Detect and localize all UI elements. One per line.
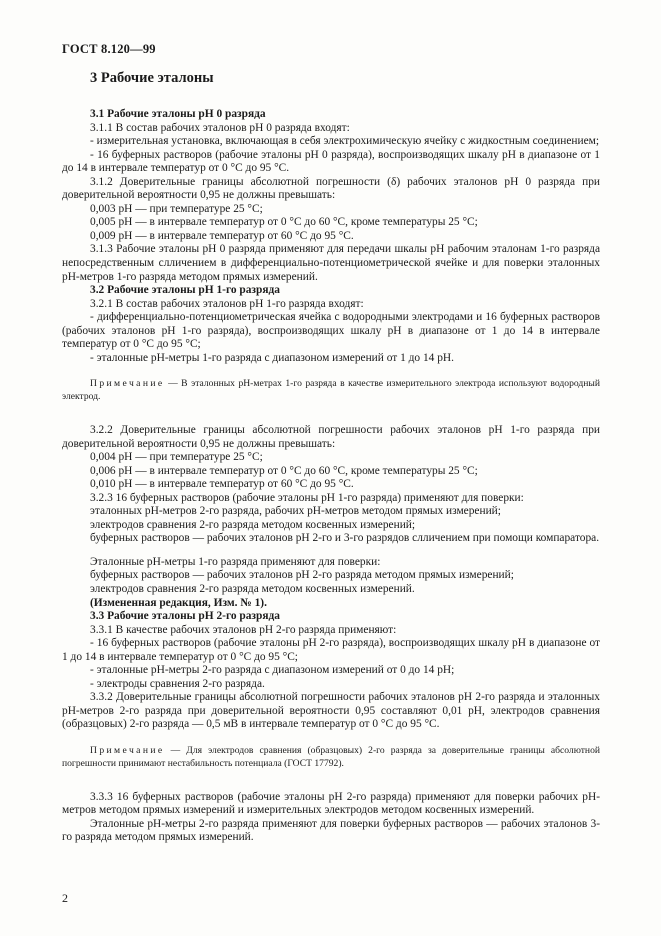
subsection-title-3-1: 3.1 Рабочие эталоны рН 0 разряда: [90, 108, 266, 120]
note-text: — В эталонных рН-метрах 1-го разряда в качестве измерительного электрода используют водородный электрод.: [62, 378, 600, 403]
list-item: эталонных рН-метров 2-го разряда, рабочих рН-метров методом прямых измерений;: [90, 505, 501, 518]
note-label: Примечание: [90, 378, 165, 390]
list-item: - дифференциально-потенциометрическая ячейка с водородными электродами и 16 буферных растворов (рабочих эталонов рН 1-го разряда), воспроизводящих шкалу рН в диапазоне от 1 до 14 в интервале температур от 0 °С до 95 °С;: [62, 311, 600, 351]
value-line: 0,010 рН — в интервале температур от 60 °С до 95 °С.: [90, 478, 354, 491]
list-item: - 16 буферных растворов (рабочие эталоны рН 2-го разряда), воспроизводящих шкалу рН в диапазоне от 1 до 14 в интервале температур от 0 °С до 95 °С;: [62, 637, 600, 663]
paragraph-3-2-1: 3.2.1 В состав рабочих эталонов рН 1-го разряда входят:: [90, 297, 364, 310]
list-item: - 16 буферных растворов (рабочие эталоны рН 0 разряда), воспроизводящих шкалу рН в диапазоне от 1 до 14 в интервале температур от 0 °С до 95 °С.: [62, 148, 600, 175]
value-line: 0,006 рН — в интервале температур от 0 °С до 60 °С, кроме температуры 25 °С;: [90, 464, 478, 477]
subsection-title-3-3: 3.3 Рабочие эталоны рН 2-го разряда: [90, 610, 280, 623]
document-header: ГОСТ 8.120—99: [62, 42, 156, 56]
paragraph-3-3-2: 3.3.2 Доверительные границы абсолютной погрешности рабочих эталонов рН 2-го разряда и эталонных рН-метров 2-го разряда при доверительной вероятности 0,95 составляют 0,01 рН, электродов сравнения (образцовых) 2-го разряда — 0,5 мВ в интервале температур от 0 °С до 95 °С.: [62, 691, 600, 731]
value-line: 0,009 рН — в интервале температур от 60 °С до 95 °С.: [90, 229, 354, 242]
list-item: - измерительная установка, включающая в себя электрохимическую ячейку с жидкостным соединением;: [90, 135, 600, 148]
list-item: электродов сравнения 2-го разряда методом косвенных измерений.: [90, 583, 415, 595]
list-item: буферных растворов — рабочих эталонов рН 2-го разряда методом прямых измерений;: [90, 569, 514, 582]
value-line: 0,005 рН — в интервале температур от 0 °С до 60 °С, кроме температуры 25 °С;: [90, 216, 478, 229]
paragraph-3-3-3: 3.3.3 16 буферных растворов (рабочие эталоны рН 2-го разряда) применяют для поверки рабочих рН-метров методом прямых измерений и измерительных электродов методом косвенных измерений.: [62, 790, 600, 817]
paragraph-3-1-3: 3.1.3 Рабочие эталоны рН 0 разряда применяют для передачи шкалы рН рабочим эталонам 1-го разряда непосредственным слличением в дифференциально-потенциометрической ячейке и для поверки эталонных рН-метров 1-го разряда методом прямых измерений.: [62, 243, 600, 283]
value-line: 0,004 рН — при температуре 25 °С;: [90, 451, 263, 464]
paragraph-3-1-1: 3.1.1 В состав рабочих эталонов рН 0 разряда входят:: [90, 121, 350, 134]
paragraph-3-3-4: Эталонные рН-метры 2-го разряда применяют для поверки буферных растворов — рабочих эталонов 3-го разряда методом прямых измерений.: [62, 817, 600, 844]
document-body: [62, 108, 600, 845]
list-item: электродов сравнения 2-го разряда методом косвенных измерений;: [90, 518, 416, 531]
subsection-title-3-2: 3.2 Рабочие эталоны рН 1-го разряда: [90, 284, 280, 297]
note: [62, 745, 600, 771]
paragraph-etalon-ph-meters: Эталонные рН-метры 1-го разряда применяют для поверки:: [90, 555, 381, 568]
page-number: 2: [62, 891, 68, 905]
list-item: - электроды сравнения 2-го разряда.: [90, 677, 265, 690]
note-text: — Для электродов сравнения (образцовых) 2-го разряда за доверительные границы абсолютной погрешности принимают нестабильность потенциала (ГОСТ 17792).: [62, 745, 600, 769]
note: [62, 378, 600, 404]
paragraph-3-2-2: 3.2.2 Доверительные границы абсолютной погрешности рабочих эталонов рН 1-го разряда при доверительной вероятности 0,95 не должны превышать:: [62, 423, 600, 450]
paragraph-3-3-1: 3.3.1 В качестве рабочих эталонов рН 2-го разряда применяют:: [90, 623, 397, 636]
list-item: - эталонные рН-метры 1-го разряда с диапазоном измерений от 1 до 14 рН.: [90, 351, 454, 364]
edited-note: (Измененная редакция, Изм. № 1).: [90, 596, 267, 609]
list-item: буферных растворов — рабочих эталонов рН 2-го и 3-го разрядов слличением при помощи компаратора.: [90, 532, 600, 545]
paragraph-3-2-3: 3.2.3 16 буферных растворов (рабочие эталоны рН 1-го разряда) применяют для поверки:: [90, 491, 524, 504]
list-item: - эталонные рН-метры 2-го разряда с диапазоном измерений от 0 до 14 рН;: [90, 664, 455, 677]
value-line: 0,003 рН — при температуре 25 °С;: [90, 202, 263, 215]
section-title: 3 Рабочие эталоны: [90, 70, 214, 86]
note-label: Примечание: [90, 745, 165, 757]
paragraph-3-1-2: 3.1.2 Доверительные границы абсолютной погрешности (δ) рабочих эталонов рН 0 разряда при доверительной вероятности 0,95 не должны превышать:: [62, 175, 600, 202]
